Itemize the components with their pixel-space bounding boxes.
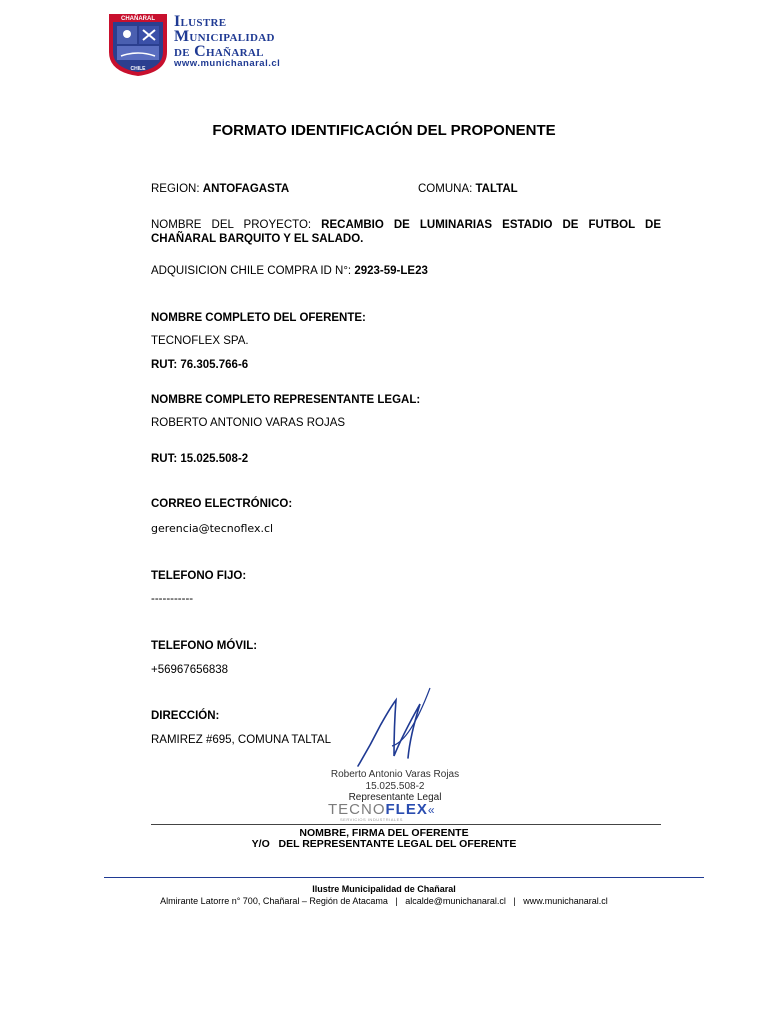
region-label: REGION: bbox=[151, 183, 200, 195]
comuna-label: COMUNA: bbox=[418, 183, 473, 195]
tecnoflex-logo-b: FLEX bbox=[385, 801, 428, 818]
oferente-name: TECNOFLEX SPA. bbox=[151, 335, 249, 347]
document-title: FORMATO IDENTIFICACIÓN DEL PROPONENTE bbox=[212, 122, 556, 139]
stamp-name: Roberto Antonio Varas Rojas bbox=[330, 769, 460, 780]
tecnoflex-logo-subtitle: SERVICIOS INDUSTRIALES bbox=[340, 817, 403, 822]
project-label: NOMBRE DEL PROYECTO: bbox=[151, 219, 312, 231]
telefono-movil-heading: TELEFONO MÓVIL: bbox=[151, 640, 258, 652]
municipal-crest-logo bbox=[107, 12, 169, 78]
footer-organization: Ilustre Municipalidad de Chañaral bbox=[312, 884, 456, 894]
chile-compra-field bbox=[151, 265, 428, 277]
oferente-heading: NOMBRE COMPLETO DEL OFERENTE: bbox=[151, 312, 366, 324]
representante-name: ROBERTO ANTONIO VARAS ROJAS bbox=[151, 417, 346, 429]
chile-compra-label: ADQUISICION CHILE COMPRA ID N°: bbox=[151, 265, 352, 277]
region-value: ANTOFAGASTA bbox=[202, 183, 290, 195]
footer-contact-info: Almirante Latorre n° 700, Chañaral – Región de Atacama | alcalde@munichanaral.cl | www.munichanaral.cl bbox=[160, 896, 608, 906]
stamp-rut: 15.025.508-2 bbox=[365, 781, 425, 792]
correo-value: gerencia@tecnoflex.cl bbox=[151, 522, 274, 535]
org-name-line1: Ilustre bbox=[174, 13, 227, 30]
stamp-role: Representante Legal bbox=[348, 792, 442, 803]
chevrons-icon: « bbox=[427, 803, 436, 817]
svg-text:CHILE: CHILE bbox=[130, 66, 146, 72]
footer-divider bbox=[104, 877, 704, 878]
signature-line bbox=[151, 824, 661, 825]
tecnoflex-logo-a: TECNO bbox=[328, 801, 386, 818]
svg-text:CHAÑARAL: CHAÑARAL bbox=[121, 16, 155, 22]
direccion-heading: DIRECCIÓN: bbox=[151, 710, 220, 722]
correo-heading: CORREO ELECTRÓNICO: bbox=[151, 498, 293, 510]
tecnoflex-logo bbox=[328, 801, 436, 818]
representante-heading: NOMBRE COMPLETO REPRESENTANTE LEGAL: bbox=[151, 394, 421, 406]
telefono-fijo-heading: TELEFONO FIJO: bbox=[151, 570, 247, 582]
direccion-value: RAMIREZ #695, COMUNA TALTAL bbox=[151, 734, 332, 746]
comuna-field bbox=[418, 183, 518, 195]
region-field bbox=[151, 183, 289, 195]
oferente-rut: RUT: 76.305.766-6 bbox=[151, 359, 249, 371]
representante-rut: RUT: 15.025.508-2 bbox=[151, 453, 249, 465]
signature-caption-line2: Y/O DEL REPRESENTANTE LEGAL DEL OFERENTE bbox=[251, 838, 517, 850]
handwritten-signature bbox=[350, 686, 440, 774]
project-field bbox=[151, 218, 661, 246]
comuna-value: TALTAL bbox=[475, 183, 518, 195]
signature-caption-line1: NOMBRE, FIRMA DEL OFERENTE bbox=[299, 827, 469, 839]
org-name-line2: Municipalidad bbox=[174, 28, 275, 45]
project-value: RECAMBIO DE LUMINARIAS ESTADIO DE FUTBOL DE CHAÑARAL BARQUITO Y EL SALADO. bbox=[151, 219, 661, 245]
org-name-line3: de Chañaral bbox=[174, 43, 264, 60]
telefono-movil-value: +56967656838 bbox=[151, 664, 229, 676]
telefono-fijo-value: ----------- bbox=[151, 593, 194, 605]
header-website: www.munichanaral.cl bbox=[174, 58, 281, 69]
organization-name bbox=[174, 14, 275, 59]
chile-compra-id: 2923-59-LE23 bbox=[354, 265, 428, 277]
